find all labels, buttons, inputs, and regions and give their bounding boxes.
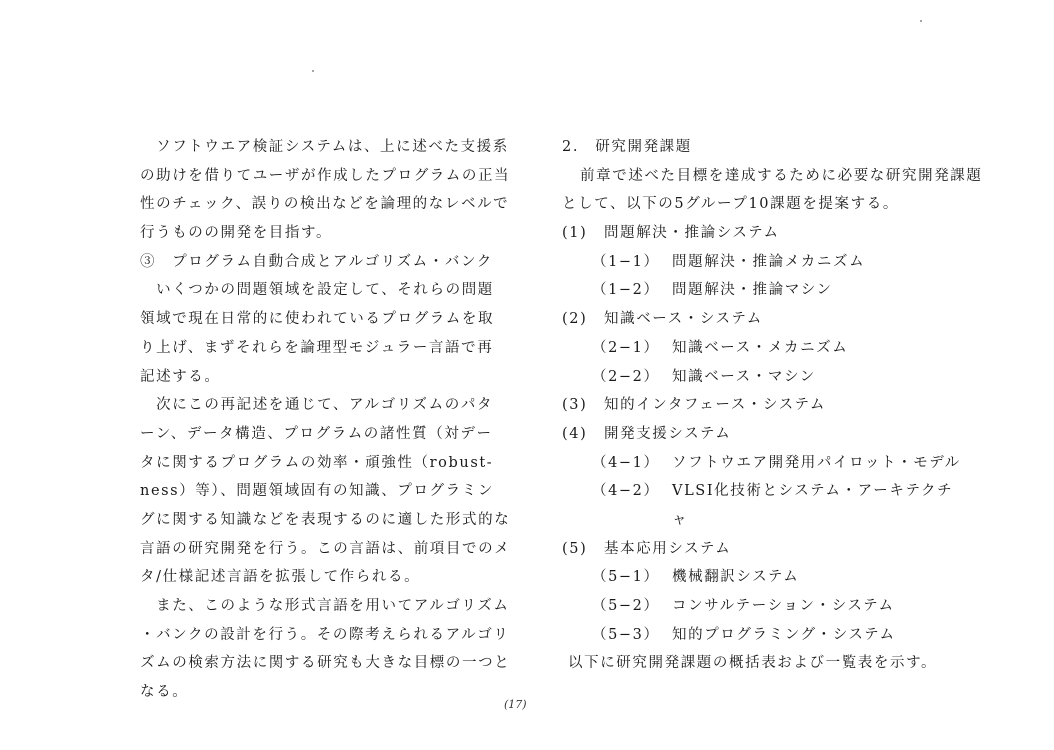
topic-code: （5−1） — [592, 569, 660, 586]
body-line: タ/仕様記述言語を拡張して作られる。 — [140, 569, 421, 586]
topic-text: 知識ベース・メカニズム — [672, 339, 849, 356]
body-line: 領域で現在日常的に使われているプログラムを取 — [140, 311, 495, 328]
topic-code: （2−1） — [592, 339, 660, 356]
topic-item — [562, 477, 962, 506]
topic-item — [562, 248, 962, 277]
topic-text: 機械翻訳システム — [672, 569, 800, 586]
topic-item — [562, 621, 962, 650]
group-heading — [562, 219, 962, 248]
right-column — [562, 133, 983, 678]
topic-groups — [562, 219, 962, 649]
group-heading — [562, 420, 962, 449]
body-line: ・バンクの設計を行う。その際考えられるアルゴリ — [140, 626, 510, 643]
page-number: (17) — [504, 698, 527, 711]
topic-text: ソフトウエア開発用パイロット・モデル — [672, 454, 961, 471]
body-line: タに関するプログラムの効率・頑強性（robust- — [140, 454, 494, 471]
body-line: いくつかの問題領域を設定して、それらの問題 — [140, 282, 494, 299]
topic-item — [562, 449, 962, 478]
body-line: ness）等）、問題領域固有の知識、プログラミン — [140, 483, 494, 500]
intro-line: として、以下の5グループ10課題を提案する。 — [562, 196, 899, 213]
topic-text: コンサルテーション・システム — [672, 598, 895, 614]
scan-speck — [312, 70, 314, 72]
topic-code: （4−1） — [592, 454, 660, 471]
body-line: り上げ、まずそれらを論理型モジュラー言語で再 — [140, 339, 494, 356]
body-line: ソフトウエア検証システムは、上に述べた支援系 — [140, 139, 509, 155]
group-number: (1) — [562, 225, 588, 242]
topic-item — [562, 563, 962, 592]
group-heading — [562, 535, 962, 564]
topic-text: 知識ベース・マシン — [672, 368, 816, 385]
topic-code: （5−3） — [592, 626, 660, 643]
body-line: ③ プログラム自動合成とアルゴリズム・バンク — [140, 253, 493, 270]
group-number: (5) — [562, 540, 588, 557]
closing-line: 以下に研究開発課題の概括表および一覧表を示す。 — [568, 655, 938, 672]
topic-item — [562, 506, 962, 535]
topic-item — [562, 334, 962, 363]
body-line: 次にこの再記述を通じて、アルゴリズムのパタ — [140, 397, 494, 414]
body-line: 性のチェック、誤りの検出などを論理的なレベルで — [140, 196, 510, 213]
group-title: 知的インタフェース・システム — [604, 397, 826, 414]
body-line: の助けを借りてユーザが作成したプログラムの正当 — [140, 167, 511, 184]
group-heading — [562, 305, 962, 334]
section-heading — [562, 133, 962, 162]
group-title: 基本応用システム — [604, 540, 732, 557]
group-number: (2) — [562, 311, 588, 328]
topic-code: （5−2） — [592, 598, 660, 614]
body-line: また、このような形式言語を用いてアルゴリズム — [140, 598, 510, 614]
body-line: グに関する知識などを表現するのに適した形式的な — [140, 511, 511, 528]
group-heading — [562, 391, 962, 420]
topic-text: VLSI化技術とシステム・アーキテクチ — [672, 483, 954, 500]
topic-code: （2−2） — [592, 368, 660, 385]
section-number: 2. — [562, 139, 580, 155]
body-line: 記述する。 — [140, 368, 221, 385]
topic-text: 知的プログラミング・システム — [672, 626, 896, 643]
topic-item — [562, 363, 962, 392]
topic-code: （1−2） — [592, 282, 660, 299]
group-title: 知識ベース・システム — [604, 311, 763, 328]
body-line: 言語の研究開発を行う。この言語は、前項目でのメ — [140, 540, 511, 557]
scan-speck — [920, 20, 922, 22]
group-number: (3) — [562, 397, 588, 414]
topic-text: 問題解決・推論マシン — [672, 282, 833, 299]
group-title: 問題解決・推論システム — [604, 225, 780, 242]
topic-code: （1−1） — [592, 253, 660, 270]
body-line: 行うものの開発を目指す。 — [140, 225, 333, 242]
section-title: 研究開発課題 — [595, 139, 692, 155]
topic-item — [562, 276, 962, 305]
intro-line: 前章で述べた目標を達成するために必要な研究開発課題 — [580, 167, 983, 184]
topic-text: 問題解決・推論メカニズム — [672, 253, 866, 270]
topic-code: （4−2） — [592, 483, 660, 500]
topic-item — [562, 592, 962, 621]
group-title: 開発支援システム — [604, 425, 732, 442]
topic-text: ャ — [672, 511, 689, 528]
body-line: ーン、データ構造、プログラムの諸性質（対デー — [140, 425, 493, 442]
group-number: (4) — [562, 425, 588, 442]
body-line: ズムの検索方法に関する研究も大きな目標の一つと — [140, 655, 511, 672]
left-column — [140, 133, 511, 707]
body-line: なる。 — [140, 684, 189, 701]
